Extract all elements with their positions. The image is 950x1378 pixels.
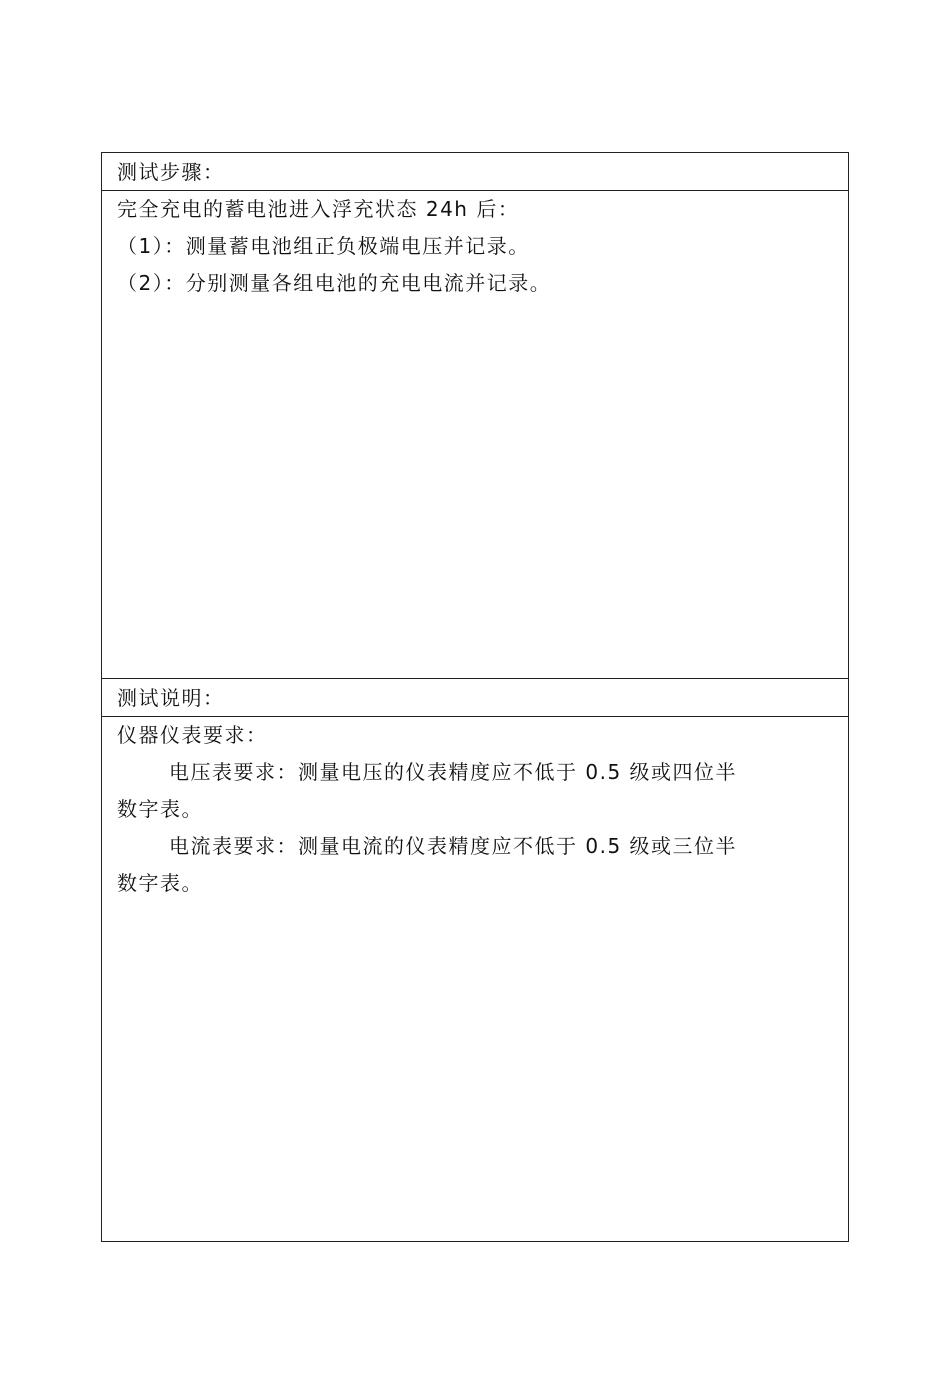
voltmeter-requirement-cont: 数字表。 xyxy=(117,797,203,821)
instrument-requirements-title: 仪器仪表要求： xyxy=(117,723,268,747)
ammeter-requirement-cont: 数字表。 xyxy=(117,871,203,895)
steps-content xyxy=(117,191,836,302)
notes-content xyxy=(117,717,836,902)
steps-body-cell xyxy=(102,191,848,679)
test-record-table xyxy=(101,152,849,1242)
notes-header-row xyxy=(102,679,848,717)
steps-header: 测试步骤： xyxy=(117,160,225,184)
ammeter-requirement-line: 电流表要求：测量电流的仪表精度应不低于 0.5 级或三位半 xyxy=(169,834,738,858)
voltmeter-requirement-line: 电压表要求：测量电压的仪表精度应不低于 0.5 级或四位半 xyxy=(169,760,738,784)
step-2-line: （2）：分别测量各组电池的充电电流并记录。 xyxy=(117,271,552,295)
steps-header-row xyxy=(102,153,848,191)
step-1-line: （1）：测量蓄电池组正负极端电压并记录。 xyxy=(117,234,530,258)
steps-intro-line: 完全充电的蓄电池进入浮充状态 24h 后： xyxy=(117,197,520,221)
notes-body-cell xyxy=(102,717,848,1241)
notes-header: 测试说明： xyxy=(117,686,225,710)
